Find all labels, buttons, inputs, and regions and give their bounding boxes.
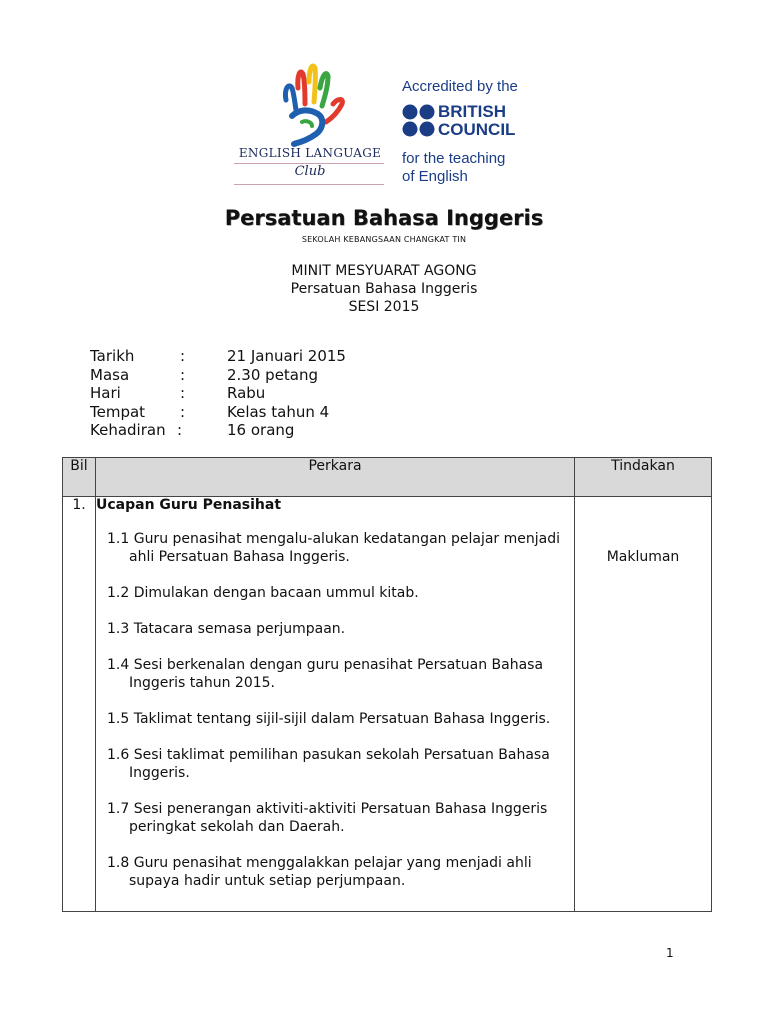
- list-item: 1.8 Guru penasihat menggalakkan pelajar yang menjadi ahli supaya hadir untuk setiap perjumpaan.: [107, 855, 532, 889]
- info-value: Rabu: [227, 384, 266, 402]
- info-label: Tarikh: [90, 347, 135, 365]
- tindakan-value: Makluman: [606, 549, 680, 565]
- minutes-heading-line1: MINIT MESYUARAT AGONG: [291, 263, 477, 279]
- teaching-english-text: [402, 150, 505, 186]
- header-tindakan: Tindakan: [575, 458, 712, 497]
- info-separator: :: [180, 365, 186, 384]
- list-item: 1.1 Guru penasihat mengalu-alukan kedatangan pelajar menjadi ahli Persatuan Bahasa Inggeris.: [107, 531, 560, 565]
- row-bil: 1.: [63, 497, 96, 912]
- info-value: 2.30 petang: [227, 365, 319, 384]
- accredited-text: Accredited by the: [402, 78, 518, 95]
- minutes-table: [62, 457, 712, 912]
- school-name: SEKOLAH KEBANGSAAN CHANGKAT TIN: [301, 235, 467, 244]
- club-script-text: Club: [294, 164, 326, 179]
- minutes-heading-line2: Persatuan Bahasa Inggeris: [290, 281, 478, 297]
- list-item: 1.2 Dimulakan dengan bacaan ummul kitab.: [107, 585, 419, 601]
- info-label: Hari: [90, 384, 121, 402]
- info-label: Kehadiran: [90, 421, 166, 439]
- english-club-hand-logo: [278, 60, 350, 150]
- header-logos: [230, 58, 530, 193]
- british-council-name: [438, 103, 515, 139]
- list-item: 1.3 Tatacara semasa perjumpaan.: [107, 621, 346, 637]
- for-line1: for the teaching: [402, 150, 506, 167]
- info-separator: :: [180, 384, 186, 402]
- info-separator: :: [180, 402, 186, 421]
- info-separator: :: [177, 421, 183, 439]
- for-line2: of English: [402, 168, 468, 185]
- page-number: 1: [666, 946, 674, 960]
- info-label: Tempat: [90, 402, 146, 421]
- header-perkara: Perkara: [96, 458, 575, 497]
- list-item: 1.6 Sesi taklimat pemilihan pasukan sekolah Persatuan Bahasa Inggeris.: [107, 747, 550, 781]
- info-label: Masa: [90, 365, 130, 384]
- info-value: 21 Januari 2015: [227, 347, 346, 365]
- table-row: [63, 497, 712, 912]
- header-bil: Bil: [63, 458, 96, 497]
- minutes-heading: [0, 262, 768, 316]
- info-separator: :: [180, 347, 186, 365]
- list-item: 1.7 Sesi penerangan aktiviti-aktiviti Persatuan Bahasa Inggeris peringkat sekolah dan Daerah.: [107, 801, 548, 835]
- minutes-heading-line3: SESI 2015: [348, 299, 420, 315]
- list-item: 1.5 Taklimat tentang sijil-sijil dalam Persatuan Bahasa Inggeris.: [107, 711, 551, 727]
- bc-line1: BRITISH: [438, 102, 506, 121]
- info-value: Kelas tahun 4: [227, 402, 330, 421]
- info-value: 16 orang: [227, 421, 295, 439]
- british-council-dots-icon: [402, 104, 436, 138]
- club-name-text: ENGLISH LANGUAGE: [238, 146, 382, 160]
- bc-line2: COUNCIL: [438, 120, 516, 139]
- table-header-row: [63, 458, 712, 497]
- section-title: Ucapan Guru Penasihat: [96, 497, 282, 513]
- page-title: Persatuan Bahasa Inggeris: [224, 206, 544, 230]
- row-tindakan: [575, 497, 712, 912]
- list-item: 1.4 Sesi berkenalan dengan guru penasihat Persatuan Bahasa Inggeris tahun 2015.: [107, 657, 544, 691]
- row-perkara: [96, 497, 575, 912]
- club-divider-bottom: [234, 184, 384, 185]
